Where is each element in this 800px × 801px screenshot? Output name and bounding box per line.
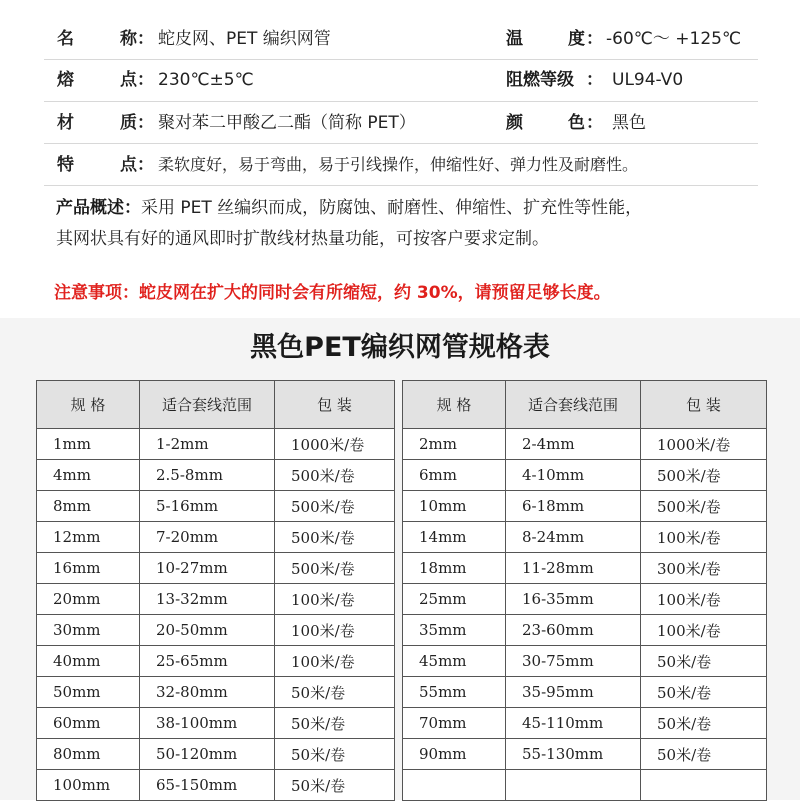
cell-spec bbox=[403, 770, 506, 801]
header-package: 包 装 bbox=[641, 381, 767, 429]
cell-spec: 80mm bbox=[37, 739, 140, 770]
cell-spec: 50mm bbox=[37, 677, 140, 708]
table-row bbox=[37, 739, 395, 770]
temperature-colon: ： bbox=[586, 29, 603, 49]
cell-package bbox=[641, 770, 767, 801]
table-row bbox=[37, 584, 395, 615]
cell-range: 65-150mm bbox=[140, 770, 275, 801]
table-row bbox=[403, 646, 767, 677]
cell-spec: 14mm bbox=[403, 522, 506, 553]
cell-package: 1000米/卷 bbox=[641, 429, 767, 460]
table-row bbox=[403, 429, 767, 460]
cell-range: 23-60mm bbox=[506, 615, 641, 646]
color-label-char2: 色 bbox=[568, 113, 585, 133]
features-colon: ： bbox=[137, 155, 154, 175]
cell-spec: 8mm bbox=[37, 491, 140, 522]
cell-package: 50米/卷 bbox=[641, 708, 767, 739]
cell-range: 13-32mm bbox=[140, 584, 275, 615]
cell-spec: 1mm bbox=[37, 429, 140, 460]
table-title: 黑色PET编织网管规格表 bbox=[250, 332, 550, 363]
cell-package: 500米/卷 bbox=[275, 491, 395, 522]
material-value: 聚对苯二甲酸乙二酯（简称 PET） bbox=[158, 113, 416, 133]
cell-range: 55-130mm bbox=[506, 739, 641, 770]
divider bbox=[44, 143, 758, 144]
cell-range: 50-120mm bbox=[140, 739, 275, 770]
cell-package: 500米/卷 bbox=[275, 553, 395, 584]
cell-package: 100米/卷 bbox=[275, 584, 395, 615]
flame-rating-label: 阻燃等级 bbox=[506, 70, 574, 90]
cell-range: 32-80mm bbox=[140, 677, 275, 708]
cell-package: 100米/卷 bbox=[641, 615, 767, 646]
cell-package: 50米/卷 bbox=[275, 708, 395, 739]
name-label-char2: 称 bbox=[120, 29, 137, 49]
table-row bbox=[37, 460, 395, 491]
features-label-char2: 点 bbox=[120, 155, 137, 175]
cell-package: 100米/卷 bbox=[275, 646, 395, 677]
table-row bbox=[37, 677, 395, 708]
cell-spec: 25mm bbox=[403, 584, 506, 615]
cell-package: 500米/卷 bbox=[641, 460, 767, 491]
cell-range: 8-24mm bbox=[506, 522, 641, 553]
header-spec: 规 格 bbox=[403, 381, 506, 429]
table-row bbox=[403, 584, 767, 615]
melting-label-char1: 熔 bbox=[57, 70, 74, 90]
features-value: 柔软度好，易于弯曲，易于引线操作，伸缩性好、弹力性及耐磨性。 bbox=[158, 155, 639, 174]
cell-range: 30-75mm bbox=[506, 646, 641, 677]
table-row bbox=[403, 739, 767, 770]
cell-range: 38-100mm bbox=[140, 708, 275, 739]
spec-row-features bbox=[0, 150, 800, 180]
cell-spec: 30mm bbox=[37, 615, 140, 646]
overview-line-1: 采用 PET 丝编织而成，防腐蚀、耐磨性、伸缩性、扩充性等性能， bbox=[141, 198, 643, 218]
flame-rating-colon: ： bbox=[586, 70, 603, 90]
cell-range: 20-50mm bbox=[140, 615, 275, 646]
cell-range: 7-20mm bbox=[140, 522, 275, 553]
cell-package: 50米/卷 bbox=[641, 677, 767, 708]
cell-spec: 10mm bbox=[403, 491, 506, 522]
table-row bbox=[37, 522, 395, 553]
temperature-value: -60℃～ +125℃ bbox=[606, 29, 742, 49]
table-row bbox=[403, 491, 767, 522]
cell-spec: 90mm bbox=[403, 739, 506, 770]
table-row bbox=[37, 429, 395, 460]
color-label-char1: 颜 bbox=[506, 113, 523, 133]
cell-range: 25-65mm bbox=[140, 646, 275, 677]
cell-package: 50米/卷 bbox=[641, 646, 767, 677]
table-row bbox=[37, 646, 395, 677]
spec-row-material-color bbox=[0, 108, 800, 138]
table-row bbox=[403, 770, 767, 801]
cell-spec: 100mm bbox=[37, 770, 140, 801]
name-label-char1: 名 bbox=[57, 29, 74, 49]
temperature-label-char2: 度 bbox=[568, 29, 585, 49]
table-row bbox=[403, 522, 767, 553]
material-colon: ： bbox=[137, 113, 154, 133]
cell-range bbox=[506, 770, 641, 801]
product-overview bbox=[56, 193, 776, 255]
cell-package: 500米/卷 bbox=[641, 491, 767, 522]
cell-package: 100米/卷 bbox=[641, 584, 767, 615]
features-label-char1: 特 bbox=[57, 155, 74, 175]
cell-spec: 2mm bbox=[403, 429, 506, 460]
spec-table-left bbox=[36, 380, 395, 801]
cell-package: 100米/卷 bbox=[275, 615, 395, 646]
table-row bbox=[37, 708, 395, 739]
cell-range: 1-2mm bbox=[140, 429, 275, 460]
melting-value: 230℃±5℃ bbox=[158, 70, 254, 90]
cell-range: 6-18mm bbox=[506, 491, 641, 522]
cell-spec: 70mm bbox=[403, 708, 506, 739]
cell-spec: 4mm bbox=[37, 460, 140, 491]
cell-range: 35-95mm bbox=[506, 677, 641, 708]
cell-spec: 40mm bbox=[37, 646, 140, 677]
cell-package: 50米/卷 bbox=[275, 770, 395, 801]
cell-range: 45-110mm bbox=[506, 708, 641, 739]
header-package: 包 装 bbox=[275, 381, 395, 429]
table-row bbox=[37, 770, 395, 801]
cell-spec: 45mm bbox=[403, 646, 506, 677]
cell-spec: 55mm bbox=[403, 677, 506, 708]
color-value: 黑色 bbox=[612, 113, 646, 133]
table-header-row bbox=[403, 381, 767, 429]
overview-label: 产品概述： bbox=[56, 198, 141, 218]
table-row bbox=[403, 615, 767, 646]
spec-table-right bbox=[402, 380, 767, 801]
melting-colon: ： bbox=[137, 70, 154, 90]
cell-package: 500米/卷 bbox=[275, 522, 395, 553]
cell-range: 5-16mm bbox=[140, 491, 275, 522]
spec-row-melting-flame bbox=[0, 65, 800, 95]
cell-range: 11-28mm bbox=[506, 553, 641, 584]
cell-range: 10-27mm bbox=[140, 553, 275, 584]
cell-range: 16-35mm bbox=[506, 584, 641, 615]
cell-spec: 12mm bbox=[37, 522, 140, 553]
name-value: 蛇皮网、PET 编织网管 bbox=[158, 29, 331, 49]
cell-spec: 35mm bbox=[403, 615, 506, 646]
cell-package: 300米/卷 bbox=[641, 553, 767, 584]
cell-range: 2.5-8mm bbox=[140, 460, 275, 491]
divider bbox=[44, 59, 758, 60]
header-range: 适合套线范围 bbox=[506, 381, 641, 429]
header-spec: 规 格 bbox=[37, 381, 140, 429]
cell-spec: 60mm bbox=[37, 708, 140, 739]
header-range: 适合套线范围 bbox=[140, 381, 275, 429]
cell-spec: 16mm bbox=[37, 553, 140, 584]
cell-range: 4-10mm bbox=[506, 460, 641, 491]
cell-spec: 20mm bbox=[37, 584, 140, 615]
cell-package: 50米/卷 bbox=[275, 677, 395, 708]
color-colon: ： bbox=[586, 113, 603, 133]
overview-line-2: 其网状具有好的通风即时扩散线材热量功能，可按客户要求定制。 bbox=[56, 229, 549, 249]
table-row bbox=[403, 553, 767, 584]
flame-rating-value: UL94-V0 bbox=[612, 70, 684, 90]
table-row bbox=[37, 615, 395, 646]
cell-range: 2-4mm bbox=[506, 429, 641, 460]
cell-spec: 18mm bbox=[403, 553, 506, 584]
table-row bbox=[403, 708, 767, 739]
divider bbox=[44, 185, 758, 186]
cell-package: 100米/卷 bbox=[641, 522, 767, 553]
table-row bbox=[37, 553, 395, 584]
melting-label-char2: 点 bbox=[120, 70, 137, 90]
cell-package: 1000米/卷 bbox=[275, 429, 395, 460]
cell-spec: 6mm bbox=[403, 460, 506, 491]
material-label-char2: 质 bbox=[120, 113, 137, 133]
material-label-char1: 材 bbox=[57, 113, 74, 133]
temperature-label-char1: 温 bbox=[506, 29, 523, 49]
divider bbox=[44, 101, 758, 102]
table-row bbox=[37, 491, 395, 522]
cell-package: 500米/卷 bbox=[275, 460, 395, 491]
spec-row-name-temperature bbox=[0, 24, 800, 54]
table-row bbox=[403, 460, 767, 491]
table-header-row bbox=[37, 381, 395, 429]
notice-text: 注意事项：蛇皮网在扩大的同时会有所缩短，约 30%，请预留足够长度。 bbox=[54, 283, 611, 303]
table-row bbox=[403, 677, 767, 708]
cell-package: 50米/卷 bbox=[641, 739, 767, 770]
name-colon: ： bbox=[137, 29, 154, 49]
cell-package: 50米/卷 bbox=[275, 739, 395, 770]
